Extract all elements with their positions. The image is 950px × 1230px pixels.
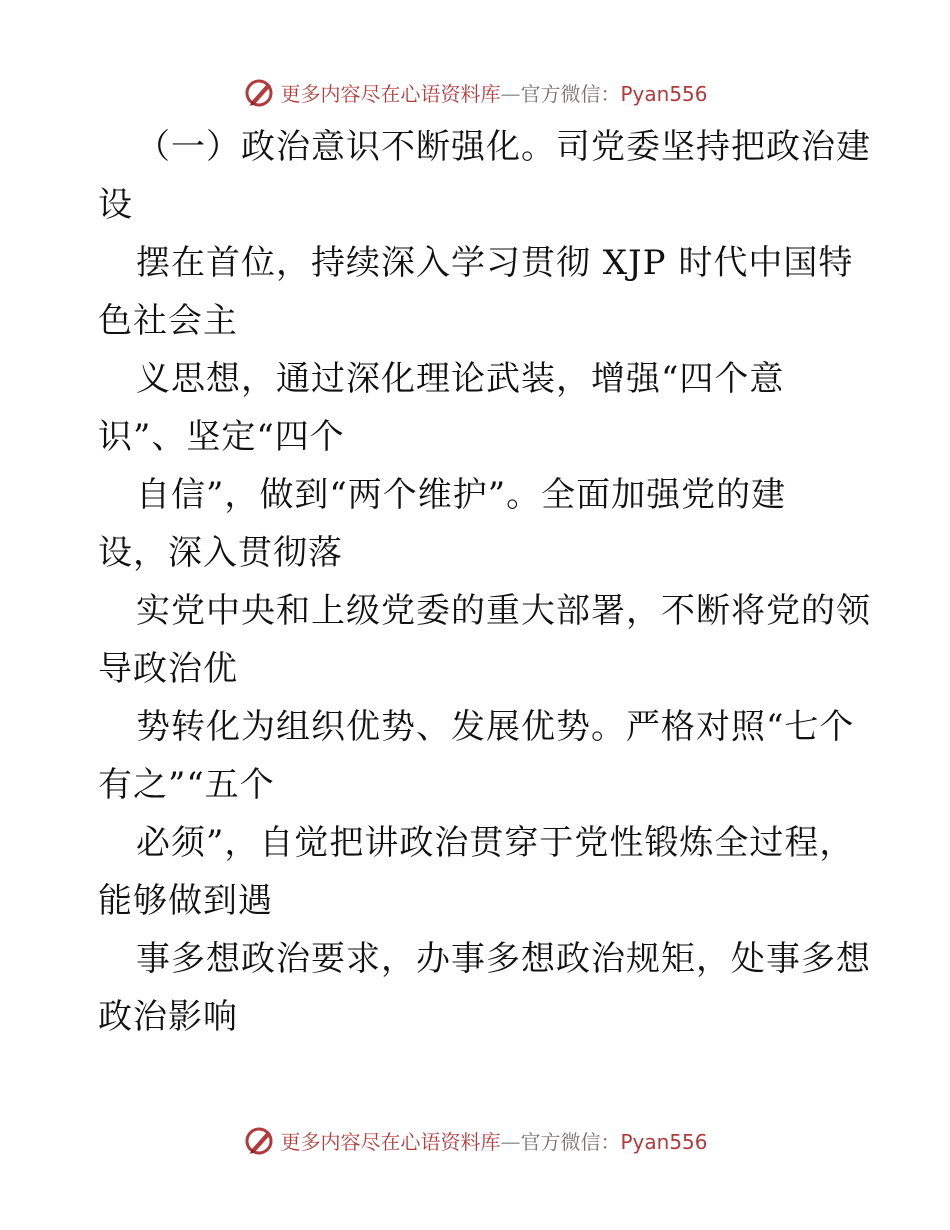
footer-text: 更多内容尽在心语资料库—官方微信：Pyan556 [280,1129,708,1154]
header-text: 更多内容尽在心语资料库—官方微信：Pyan556 [280,81,708,106]
header-watermark [0,72,950,112]
body-line: 事多想政治要求，办事多想政治规矩，处事多想 [136,939,871,979]
body-line: 识”、坚定“四个 [98,417,345,457]
body-line: 能够做到遇 [98,881,273,921]
body-line: 有之”“五个 [98,765,275,805]
body-line: 自信”，做到“两个维护”。全面加强党的建 [136,475,787,515]
body-line: 设 [98,185,133,225]
body-line: 实党中央和上级党委的重大部署，不断将党的领 [136,591,871,631]
body-line: 色社会主 [98,301,238,341]
body-line: 设，深入贯彻落 [98,533,343,573]
body-line: 政治影响 [98,997,238,1037]
body-line: 必须”，自觉把讲政治贯穿于党性锻炼全过程， [136,823,855,863]
pen-logo-icon [242,1123,276,1157]
body-line: 摆在首位，持续深入学习贯彻 XJP 时代中国特 [136,243,854,283]
footer-watermark [0,1120,950,1160]
pen-logo-icon [242,75,276,109]
body-line: 势转化为组织优势、发展优势。严格对照“七个 [136,707,855,747]
body-line: 导政治优 [98,649,238,689]
document-body [98,118,871,1046]
body-line: （一）政治意识不断强化。司党委坚持把政治建 [136,127,871,167]
body-line: 义思想，通过深化理论武装，增强“四个意 [136,359,785,399]
